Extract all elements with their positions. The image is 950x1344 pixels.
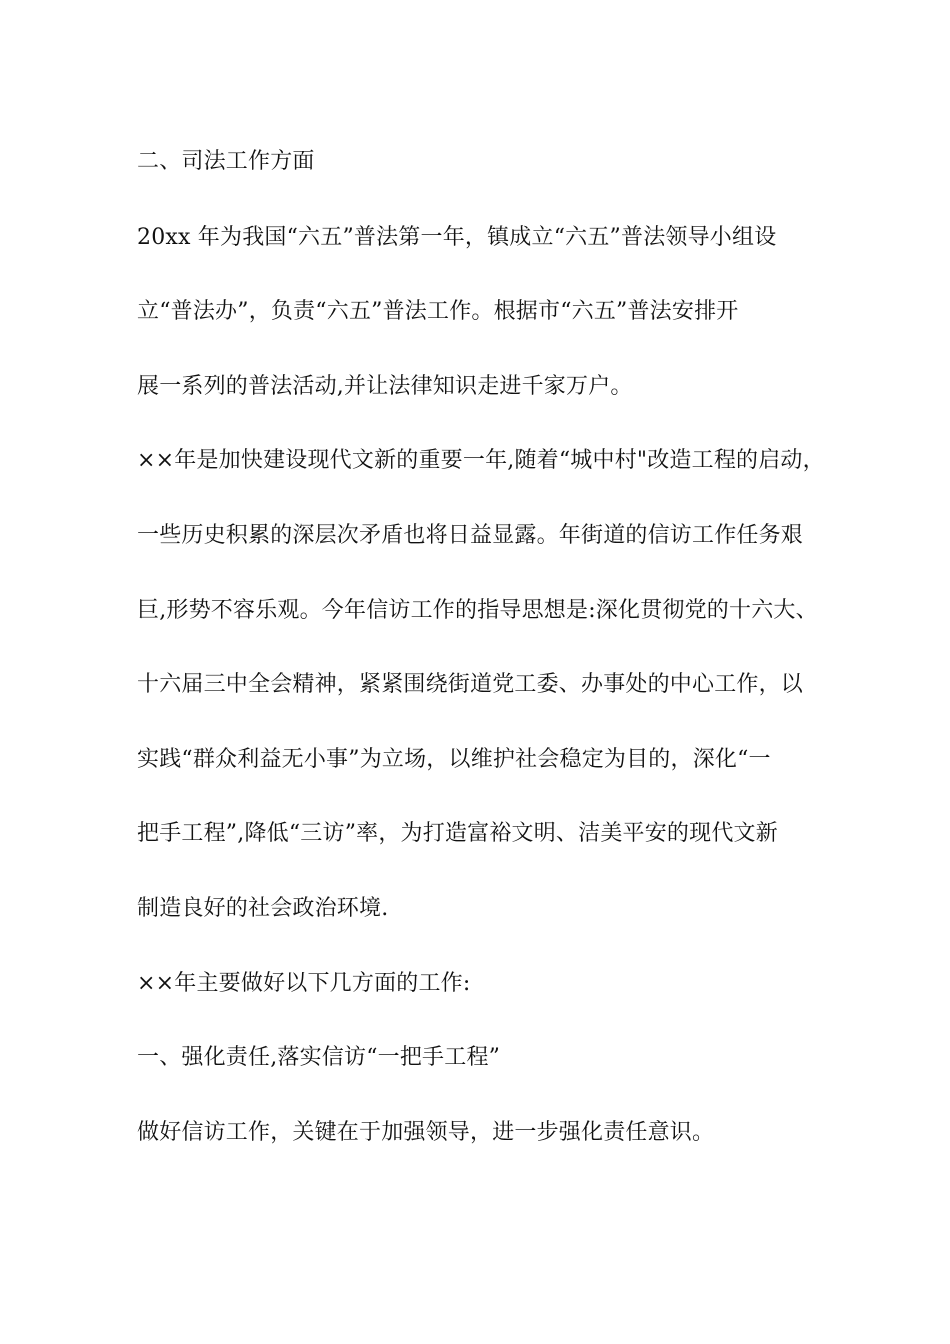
paragraph-line: 把手工程”,降低“三访”率，为打造富裕文明、洁美平安的现代文新 <box>137 821 778 846</box>
paragraph-line: 实践“群众利益无小事”为立场，以维护社会稳定为目的，深化“一 <box>137 747 771 772</box>
subsection-heading: 一、强化责任,落实信访“一把手工程” <box>137 1045 501 1070</box>
paragraph-line: 一些历史积累的深层次矛盾也将日益显露。年街道的信访工作任务艰 <box>137 523 804 548</box>
paragraph-line: 十六届三中全会精神，紧紧围绕街道党工委、办事处的中心工作，以 <box>137 672 804 697</box>
paragraph-line: 做好信访工作，关键在于加强领导，进一步强化责任意识。 <box>137 1120 715 1145</box>
section-heading-judicial-work: 二、司法工作方面 <box>137 149 315 174</box>
paragraph-line: ××年是加快建设现代文新的重要一年,随着“城中村"改造工程的启动， <box>137 448 825 473</box>
paragraph-line: ××年主要做好以下几方面的工作: <box>137 971 471 996</box>
paragraph-line: 立“普法办”，负责“六五”普法工作。根据市“六五”普法安排开 <box>137 299 739 324</box>
paragraph-line: 展一系列的普法活动,并让法律知识走进千家万户。 <box>137 374 633 399</box>
paragraph-line: 制造良好的社会政治环境. <box>137 896 389 921</box>
paragraph-line: 20xx 年为我国“六五”普法第一年，镇成立“六五”普法领导小组设 <box>137 225 777 250</box>
paragraph-line: 巨,形势不容乐观。今年信访工作的指导思想是:深化贯彻党的十六大、 <box>137 598 818 623</box>
